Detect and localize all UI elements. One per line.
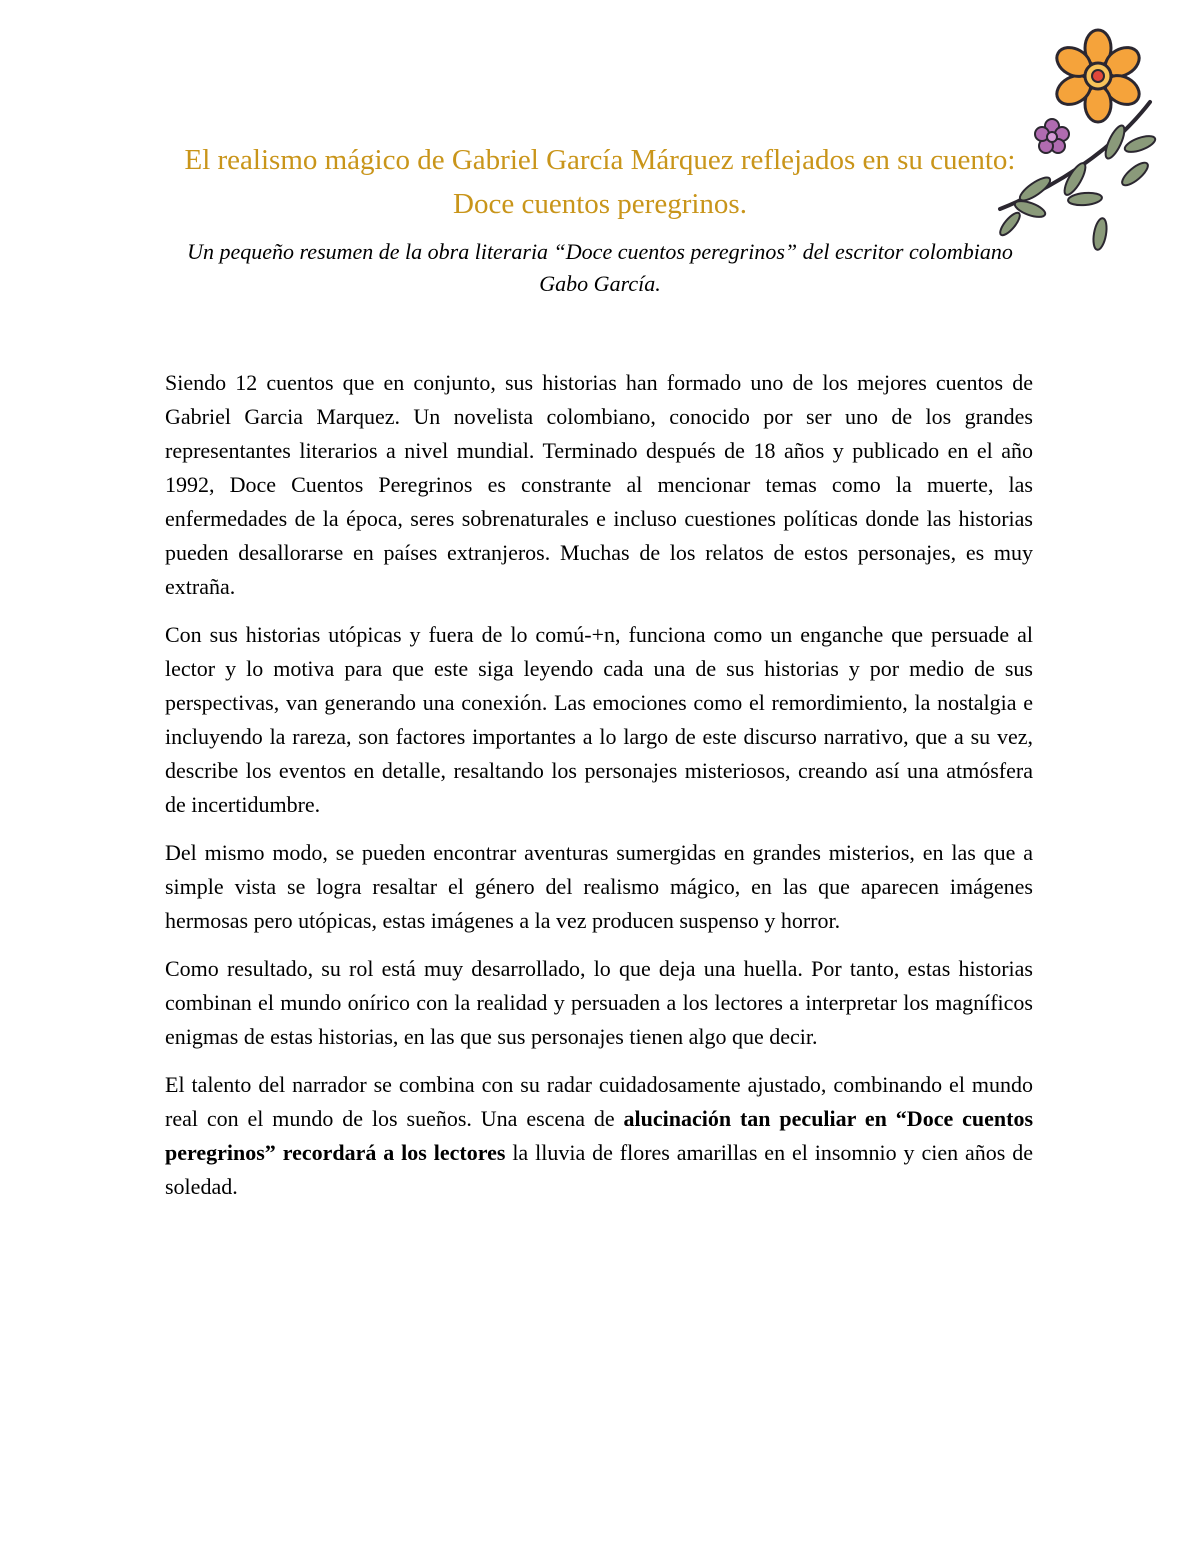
paragraph-text: la lluvia de flores amarillas en el insomnio y cien años de soledad.: [165, 1140, 1033, 1199]
document-subtitle: Un pequeño resumen de la obra literaria “Doce cuentos peregrinos” del escritor colombiano Gabo García.: [187, 239, 1013, 296]
paragraph-last: [165, 1068, 1033, 1204]
paragraph: Con sus historias utópicas y fuera de lo comú-+n, funciona como un enganche que persuade al lector y lo motiva para que este siga leyendo cada una de sus historias y por medio de sus perspectivas, van generando una conexión. Las emociones como el remordimiento, la nostalgia e incluyendo la rareza, son factores importantes a lo largo de este discurso narrativo, que a su vez, describe los eventos en detalle, resaltando los personajes misteriosos, creando así una atmósfera de incertidumbre.: [165, 622, 1033, 817]
paragraph: Siendo 12 cuentos que en conjunto, sus historias han formado uno de los mejores cuentos de Gabriel Garcia Marquez. Un novelista colombiano, conocido por ser uno de los grandes representantes literarios a nivel mundial. Terminado después de 18 años y publicado en el año 1992, Doce Cuentos Peregrinos es constrante al mencionar temas como la muerte, las enfermedades de la época, seres sobrenaturales e incluso cuestiones políticas donde las historias pueden desallorarse en países extranjeros. Muchas de los relatos de estos personajes, es muy extraña.: [165, 370, 1033, 599]
document-title: El realismo mágico de Gabriel García Márquez reflejados en su cuento: Doce cuentos peregrinos.: [184, 144, 1016, 220]
paragraph-text: El talento del narrador se combina con su radar cuidadosamente ajustado, combinando el mundo real con el mundo de los sueños. Una escena de: [165, 1072, 1033, 1131]
paragraph: Del mismo modo, se pueden encontrar aventuras sumergidas en grandes misterios, en las que a simple vista se logra resaltar el género del realismo mágico, en las que aparecen imágenes hermosas pero utópicas, estas imágenes a la vez producen suspenso y horror.: [165, 840, 1033, 933]
bold-text: alucinación tan peculiar en “Doce cuentos peregrinos” recordará a los lectores: [165, 1106, 1034, 1165]
paragraph: Como resultado, su rol está muy desarrollado, lo que deja una huella. Por tanto, estas historias combinan el mundo onírico con la realidad y persuaden a los lectores a interpretar los magníficos enigmas de estas historias, en las que sus personajes tienen algo que decir.: [165, 956, 1033, 1049]
document-body: [165, 366, 1033, 1218]
